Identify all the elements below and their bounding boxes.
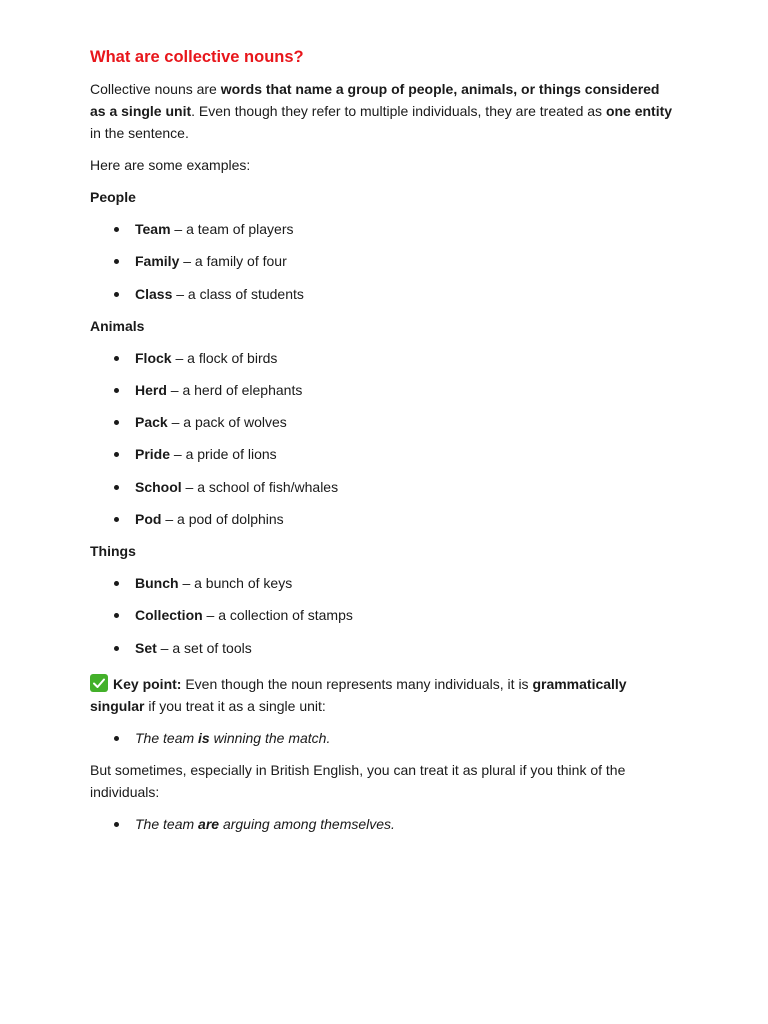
examples-intro: Here are some examples: xyxy=(90,157,251,173)
item-desc: – a flock of birds xyxy=(171,349,278,366)
list-item xyxy=(90,476,678,498)
intro-text-3: in the sentence. xyxy=(90,125,189,141)
things-list xyxy=(90,572,678,659)
list-item xyxy=(90,508,678,530)
item-term: Class xyxy=(135,285,173,302)
intro-bold-1: words that name a group of people, animals, or things considered as a single unit xyxy=(90,81,660,119)
item-term: Herd xyxy=(135,381,167,398)
section-heading-animals: Animals xyxy=(90,317,145,334)
key-point-label: Key point: xyxy=(113,675,182,692)
example-verb: is xyxy=(198,729,210,746)
list-item xyxy=(90,813,678,835)
item-desc: – a pack of wolves xyxy=(167,414,287,431)
item-desc: – a bunch of keys xyxy=(178,575,293,592)
singular-example-list xyxy=(90,727,678,749)
item-term: Set xyxy=(135,639,157,656)
list-item xyxy=(90,250,678,272)
list-item xyxy=(90,411,678,433)
section-heading-people: People xyxy=(90,189,136,205)
item-term: Pack xyxy=(135,414,168,431)
example-pre: The team xyxy=(135,815,199,832)
item-term: Pod xyxy=(135,511,162,528)
item-desc: – a school of fish/whales xyxy=(181,478,339,495)
key-point-paragraph xyxy=(90,673,678,717)
list-item xyxy=(90,218,678,240)
key-point-bold: grammatically singular xyxy=(90,675,627,714)
intro-bold-2: one entity xyxy=(605,103,673,119)
key-point-text-1: Even though the noun represents many individuals, it is xyxy=(181,675,533,692)
item-desc: – a family of four xyxy=(179,253,287,270)
example-verb: are xyxy=(198,815,220,832)
list-item xyxy=(90,727,678,749)
item-desc: – a pride of lions xyxy=(170,446,277,463)
item-desc: – a class of students xyxy=(172,285,304,302)
intro-text-2: . Even though they refer to multiple individuals, they are treated as xyxy=(191,103,606,119)
list-item xyxy=(90,637,678,659)
item-desc: – a team of players xyxy=(170,221,294,237)
item-term: Team xyxy=(135,221,171,237)
example-post: winning the match. xyxy=(209,729,331,746)
item-desc: – a pod of dolphins xyxy=(161,511,284,528)
list-item xyxy=(90,283,678,305)
list-item xyxy=(90,572,678,594)
item-desc: – a herd of elephants xyxy=(166,381,303,398)
plural-example-list xyxy=(90,813,678,835)
people-list xyxy=(90,218,678,305)
list-item xyxy=(90,379,678,401)
item-term: Flock xyxy=(135,349,172,366)
check-mark-icon xyxy=(90,674,108,692)
list-item xyxy=(90,604,678,626)
section-heading-things: Things xyxy=(90,543,136,560)
list-item xyxy=(90,443,678,465)
example-pre: The team xyxy=(135,729,199,746)
intro-text-1: Collective nouns are xyxy=(90,81,221,97)
intro-paragraph xyxy=(90,78,678,144)
item-term: Pride xyxy=(135,446,171,463)
item-desc: – a collection of stamps xyxy=(202,607,353,624)
item-term: Collection xyxy=(135,607,203,624)
item-desc: – a set of tools xyxy=(156,639,252,656)
plural-note: But sometimes, especially in British English, you can treat it as plural if you think of the individuals: xyxy=(90,761,626,800)
page-title: What are collective nouns? xyxy=(90,48,304,66)
item-term: School xyxy=(135,478,182,495)
item-term: Bunch xyxy=(135,575,179,592)
key-point-text-2: if you treat it as a single unit: xyxy=(144,697,326,714)
example-post: arguing among themselves. xyxy=(219,815,395,832)
item-term: Family xyxy=(135,253,180,270)
list-item xyxy=(90,347,678,369)
animals-list xyxy=(90,347,678,530)
